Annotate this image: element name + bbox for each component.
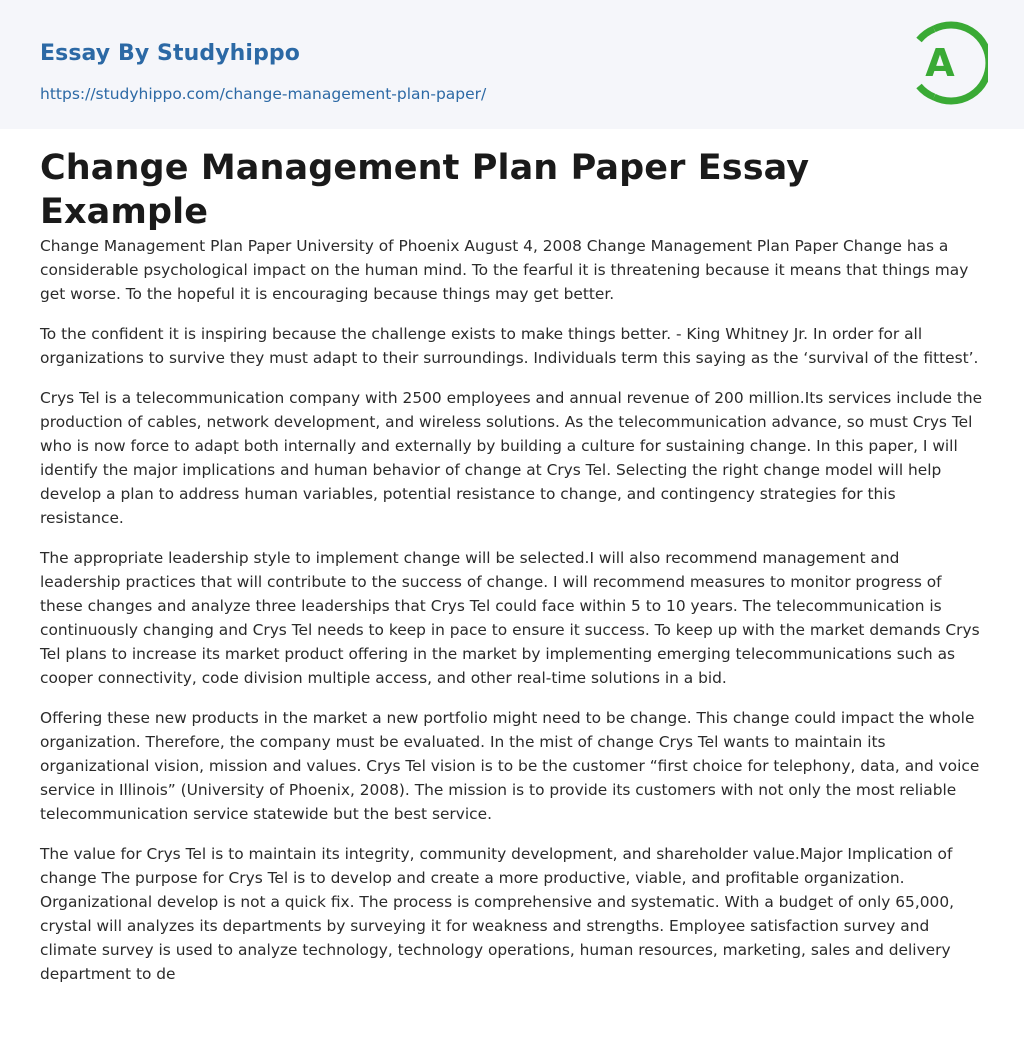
site-header	[0, 0, 1024, 129]
paragraph-6: The value for Crys Tel is to maintain its integrity, community development, and shareholder value.Major Implication of change The purpose for Crys Tel is to develop and create a more productive, viable, and profitable organization. Organizational develop is not a quick fix. The process is comprehensive and systematic. With a budget of only 65,000, crystal will analyzes its departments by surveying it for weakness and strengths. Employee satisfaction survey and climate survey is used to analyze technology, technology operations, human resources, marketing, sales and delivery department to de	[40, 845, 955, 983]
paragraph-3: Crys Tel is a telecommunication company with 2500 employees and annual revenue of 200 million.Its services include the production of cables, network development, and wireless solutions. As the telecommunication advance, so must Crys Tel who is now force to adapt both internally and externally by building a culture for sustaining change. In this paper, I will identify the major implications and human behavior of change at Crys Tel. Selecting the right change model will help develop a plan to address human variables, potential resistance to change, and contingency strategies for this resistance.	[40, 389, 983, 527]
paragraph-1: Change Management Plan Paper University of Phoenix August 4, 2008 Change Management Plan Paper Change has a considerable psychological impact on the human mind. To the fearful it is threatening because it means that things may get worse. To the hopeful it is encouraging because things may get better.	[40, 237, 969, 303]
page-title: Change Management Plan Paper Essay Example	[40, 148, 810, 232]
paragraph-4: The appropriate leadership style to implement change will be selected.I will also recommend management and leadership practices that will contribute to the success of change. I will recommend measures to monitor progress of these changes and analyze three leaderships that Crys Tel could face within 5 to 10 years. The telecommunication is continuously changing and Crys Tel needs to keep in pace to ensure it success. To keep up with the market demands Crys Tel plans to increase its market product offering in the market by implementing emerging telecommunications such as cooper connectivity, code division multiple access, and other real-time solutions in a bid.	[40, 549, 980, 687]
studyhippo-logo-icon[interactable]	[910, 18, 988, 108]
logo-letter: A	[925, 41, 955, 85]
brand-title[interactable]: Essay By Studyhippo	[40, 41, 300, 66]
source-url-link[interactable]: https://studyhippo.com/change-management-plan-paper/	[40, 85, 487, 103]
paragraph-2: To the confident it is inspiring because the challenge exists to make things better. - King Whitney Jr. In order for all organizations to survive they must adapt to their surroundings. Individuals term this saying as the ‘survival of the fittest’.	[40, 325, 979, 367]
paragraph-5: Offering these new products in the market a new portfolio might need to be change. This change could impact the whole organization. Therefore, the company must be evaluated. In the mist of change Crys Tel wants to maintain its organizational vision, mission and values. Crys Tel vision is to be the customer “first choice for telephony, data, and voice service in Illinois” (University of Phoenix, 2008). The mission is to provide its customers with not only the most reliable telecommunication service statewide but the best service.	[40, 709, 980, 823]
